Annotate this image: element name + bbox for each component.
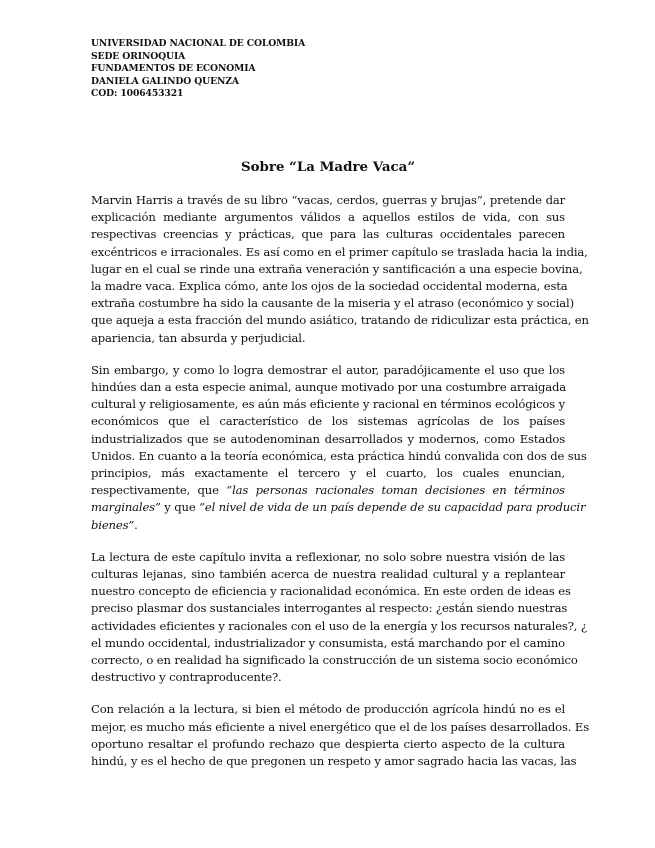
p2-line bbox=[91, 517, 565, 534]
p3-line: nuestro concepto de eficiencia y racionalidad económica. En este orden de ideas es bbox=[91, 584, 571, 599]
p3-line: preciso plasmar dos sustanciales interrogantes al respecto: ¿están siendo nuestras bbox=[91, 601, 568, 616]
p2-mid: y que bbox=[160, 500, 200, 515]
quote-1-part-a: “las personas racionales toman decisiones en términos bbox=[226, 483, 565, 498]
quote-2-part-a: “el nivel de vida de un país depende de su capacidad para producir bbox=[199, 500, 586, 515]
p2-end: . bbox=[134, 517, 138, 532]
p2-line: industrializados que se autodenominan desarrollados y modernos, como Estados bbox=[91, 431, 565, 446]
p1-line: Marvin Harris a través de su libro “vacas, cerdos, guerras y brujas”, pretende dar bbox=[91, 192, 565, 207]
p2-line: principios, más exactamente el tercero y el cuarto, los cuales enuncian, bbox=[91, 466, 565, 481]
paragraph-1 bbox=[91, 192, 589, 347]
quote-2-part-b: bienes” bbox=[91, 517, 135, 532]
p1-line: respectivas creencias y prácticas, que para las culturas occidentales parecen bbox=[91, 227, 565, 242]
p3-line: culturas lejanas, sino también acerca de nuestra realidad cultural y a replantear bbox=[91, 567, 565, 582]
p1-line: lugar en el cual se rinde una extraña veneración y santificación a una especie bovina, bbox=[91, 261, 583, 276]
p3-line: actividades eficientes y racionales con el uso de la energía y los recursos naturales?, ¿ bbox=[91, 618, 587, 633]
quote-1-part-b: marginales” bbox=[91, 500, 161, 515]
p2-line: Sin embargo, y como lo logra demostrar el autor, paradójicamente el uso que los bbox=[91, 362, 565, 377]
header-author: DANIELA GALINDO QUENZA bbox=[91, 75, 239, 87]
paragraph-3 bbox=[91, 549, 587, 687]
p4-line: hindú, y es el hecho de que pregonen un respeto y amor sagrado hacia las vacas, las bbox=[91, 754, 577, 769]
p3-line: destructivo y contraproducente?. bbox=[91, 670, 282, 685]
p2-line: económicos que el característico de los sistemas agrícolas de los países bbox=[91, 414, 565, 429]
p4-line: Con relación a la lectura, si bien el método de producción agrícola hindú no es el bbox=[91, 702, 565, 717]
document-title: Sobre “La Madre Vaca” bbox=[240, 158, 416, 175]
paragraph-4 bbox=[91, 701, 589, 770]
header-code: COD: 1006453321 bbox=[91, 88, 184, 100]
paragraph-2 bbox=[91, 362, 587, 534]
p1-line: extraña costumbre ha sido la causante de la miseria y el atraso (económico y social) bbox=[91, 296, 574, 311]
document-header bbox=[91, 38, 565, 101]
p1-line: excéntricos e irracionales. Es así como en el primer capítulo se traslada hacia la india, bbox=[91, 244, 588, 259]
p1-line: la madre vaca. Explica cómo, ante los ojos de la sociedad occidental moderna, esta bbox=[91, 278, 568, 293]
p4-line: mejor, es mucho más eficiente a nivel energético que el de los países desarrollados. Es bbox=[91, 719, 589, 734]
p2-line: cultural y religiosamente, es aún más eficiente y racional en términos ecológicos y bbox=[91, 397, 565, 412]
p1-line: explicación mediante argumentos válidos a aquellos estilos de vida, con sus bbox=[91, 210, 565, 225]
header-campus: SEDE ORINOQUIA bbox=[91, 50, 186, 62]
p1-line: apariencia, tan absurda y perjudicial. bbox=[91, 330, 306, 345]
header-university: UNIVERSIDAD NACIONAL DE COLOMBIA bbox=[91, 38, 306, 49]
p1-line: que aqueja a esta fracción del mundo asiático, tratando de ridiculizar esta práctica, en bbox=[91, 313, 589, 328]
p2-line bbox=[91, 482, 565, 499]
p2-line: hindúes dan a esta especie animal, aunque motivado por una costumbre arraigada bbox=[91, 380, 567, 394]
p2-lead: respectivamente, que bbox=[91, 483, 227, 498]
header-course: FUNDAMENTOS DE ECONOMIA bbox=[91, 63, 256, 75]
p3-line: La lectura de este capítulo invita a reflexionar, no solo sobre nuestra visión de las bbox=[91, 549, 565, 564]
p3-line: el mundo occidental, industrializador y consumista, está marchando por el camino bbox=[91, 635, 565, 650]
p3-line: correcto, o en realidad ha significado la construcción de un sistema socio económico bbox=[91, 653, 578, 668]
p4-line: oportuno resaltar el profundo rechazo que despierta cierto aspecto de la cultura bbox=[91, 736, 565, 751]
p2-line: Unidos. En cuanto a la teoría económica, esta práctica hindú convalida con dos de sus bbox=[91, 448, 587, 463]
p2-line bbox=[91, 499, 586, 516]
